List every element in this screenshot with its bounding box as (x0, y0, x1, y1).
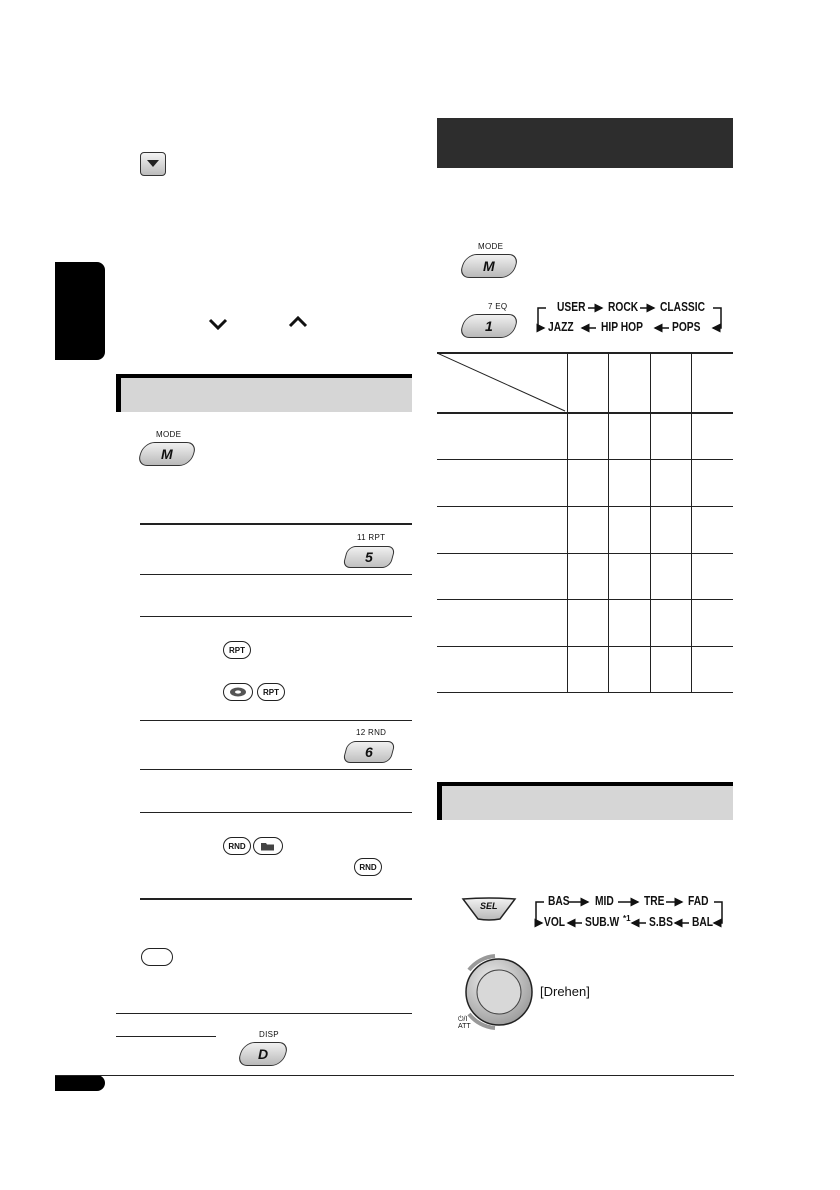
rule (140, 769, 412, 770)
eq-table-col-rule (650, 353, 651, 692)
mode-button-left-text: M (161, 446, 173, 462)
eq-button-1[interactable] (458, 314, 520, 338)
footer-rule (55, 1075, 734, 1076)
rpt-button-key: 5 (365, 549, 373, 565)
rule (140, 574, 412, 575)
mode-label-right: MODE (478, 242, 504, 251)
eq-table-row-rule (437, 553, 733, 554)
power-label: ⏻/I (458, 1016, 468, 1023)
sound-vol: VOL (544, 915, 566, 929)
att-label: ATT (458, 1023, 471, 1030)
disp-button[interactable] (236, 1042, 290, 1066)
disp-button-text: D (257, 1046, 269, 1062)
rpt-label: 11 RPT (357, 533, 386, 542)
rule (140, 523, 412, 525)
sound-subw: SUB.W (585, 915, 620, 929)
sound-mid: MID (595, 894, 614, 908)
rule (140, 898, 412, 900)
disp-label: DISP (259, 1030, 279, 1039)
down-button[interactable] (140, 152, 166, 176)
rule (140, 720, 412, 721)
eq-preset-jazz: JAZZ (548, 320, 574, 334)
triangle-down-icon (147, 160, 159, 168)
subw-footnote: *1 (623, 914, 631, 923)
sound-sbs: S.BS (649, 915, 673, 929)
eq-preset-hiphop: HIP HOP (601, 320, 643, 334)
eq-table-row-rule (437, 506, 733, 507)
rnd-button-key: 6 (365, 744, 373, 760)
folder-icon (253, 837, 283, 855)
chevron-down-icon (208, 318, 228, 330)
rule (140, 616, 412, 617)
mode-button-left[interactable] (136, 442, 198, 466)
sel-button[interactable] (460, 896, 518, 927)
eq-label: 7 EQ (488, 302, 508, 311)
rnd-label: 12 RND (356, 728, 387, 737)
eq-preset-rock: ROCK (608, 300, 639, 314)
dial-caption: [Drehen] (540, 984, 590, 999)
rpt-badge-2: RPT (257, 683, 285, 701)
mode-label-left: MODE (156, 430, 182, 439)
rpt-button-5[interactable] (342, 546, 396, 568)
rpt-badge: RPT (223, 641, 251, 659)
sel-button-text: SEL (480, 901, 498, 911)
chevron-up-icon (288, 316, 308, 328)
eq-table-col-rule (567, 353, 568, 692)
page-number-tab (55, 1075, 105, 1091)
rnd-button-6[interactable] (342, 741, 396, 763)
indicator-oval (141, 948, 173, 966)
eq-table-row-rule (437, 646, 733, 647)
sound-fad: FAD (688, 894, 709, 908)
eq-table-col-rule (691, 353, 692, 692)
eq-button-key: 1 (485, 318, 493, 334)
eq-table-diagonal (437, 353, 567, 413)
mode-button-right[interactable] (458, 254, 520, 278)
eq-table-col-rule (608, 353, 609, 692)
section-header-right (437, 782, 733, 820)
eq-preset-classic: CLASSIC (660, 300, 705, 314)
mode-button-right-text: M (483, 258, 495, 274)
eq-table-row-rule (437, 599, 733, 600)
disc-icon (223, 683, 253, 701)
eq-table-bottom (437, 692, 733, 693)
section-header-left (116, 374, 412, 412)
section-header-dark (437, 118, 733, 168)
sound-bal: BAL (692, 915, 714, 929)
sound-bas: BAS (548, 894, 570, 908)
rule (140, 812, 412, 813)
sound-tre: TRE (644, 894, 665, 908)
eq-table-row-rule (437, 459, 733, 460)
rnd-badge-2: RND (354, 858, 382, 876)
rule (116, 1013, 412, 1014)
rnd-badge: RND (223, 837, 251, 855)
eq-preset-user: USER (557, 300, 586, 314)
rule (116, 1036, 216, 1037)
eq-table-row-rule (437, 412, 733, 414)
language-side-tab (55, 262, 105, 360)
eq-preset-pops: POPS (672, 320, 701, 334)
